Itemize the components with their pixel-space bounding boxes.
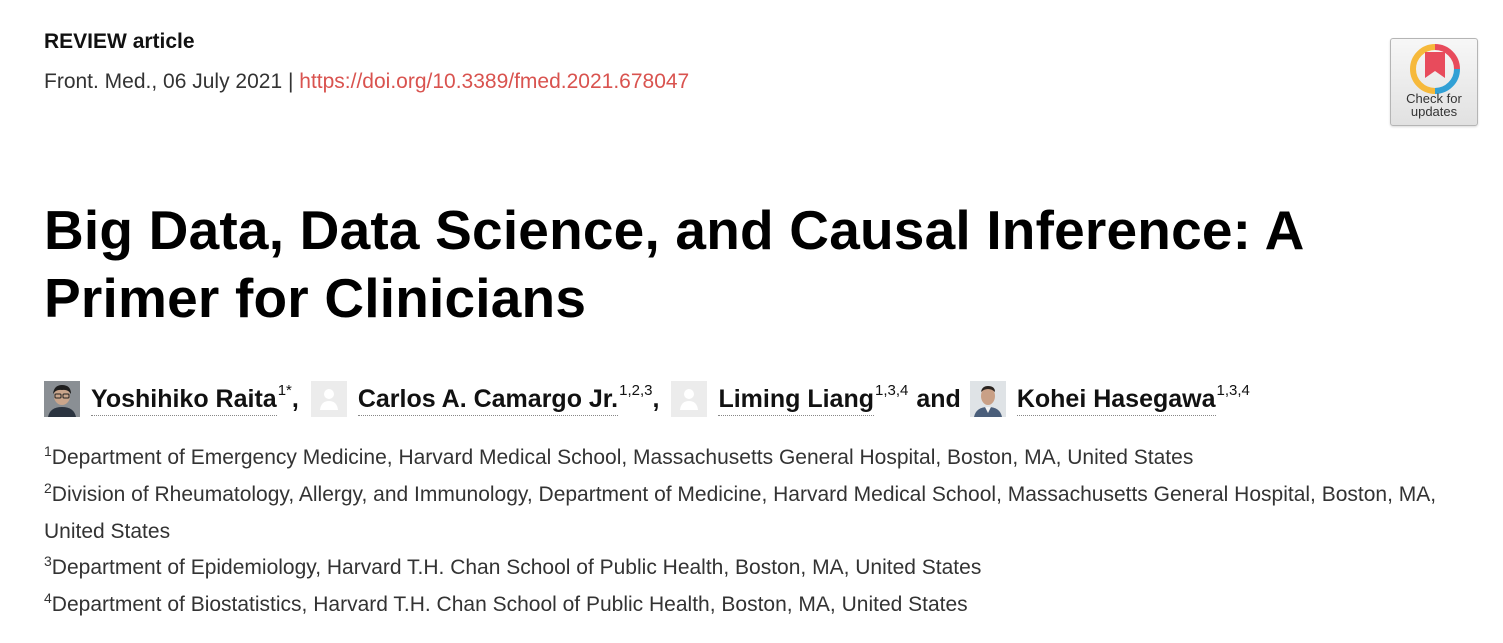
user-placeholder-icon (671, 381, 707, 417)
citation-line (44, 70, 689, 94)
author-name-link[interactable]: Liming Liang (718, 383, 874, 416)
affiliation-number: 2 (44, 480, 52, 496)
citation-prefix: Front. Med., 06 July 2021 | (44, 70, 300, 93)
affiliation-item (44, 477, 1464, 550)
author-photo-placeholder[interactable] (671, 381, 707, 417)
author-affiliation-sup: 1* (277, 381, 292, 399)
author-name-link[interactable]: Carlos A. Camargo Jr. (358, 383, 618, 416)
article-title: Big Data, Data Science, and Causal Inference: A Primer for Clinicians (44, 199, 1303, 329)
affiliation-item (44, 550, 1464, 587)
article-type-bold: REVIEW (44, 30, 127, 53)
author-affiliation-sup: 1,3,4 (1216, 381, 1250, 399)
author-separator: , (291, 384, 299, 413)
author-affiliation-sup: 1,3,4 (874, 381, 909, 399)
user-placeholder-icon (311, 381, 347, 417)
affiliation-list (44, 440, 1464, 624)
author-affiliation-sup: 1,2,3 (619, 381, 653, 399)
author-photo-placeholder[interactable] (311, 381, 347, 417)
check-for-updates-button[interactable] (1390, 38, 1478, 126)
affiliation-number: 1 (44, 443, 52, 459)
author-photo[interactable] (44, 381, 80, 417)
doi-link[interactable]: https://doi.org/10.3389/fmed.2021.678047 (299, 70, 690, 93)
affiliation-item (44, 440, 1464, 477)
author-separator: , (652, 384, 660, 413)
affiliation-text: Department of Epidemiology, Harvard T.H. Chan School of Public Health, Boston, MA, United States (51, 556, 982, 579)
and-conjunction: and (916, 384, 961, 413)
author-name-link[interactable]: Kohei Hasegawa (1017, 383, 1216, 416)
check-updates-label: Check for updates (1406, 91, 1462, 119)
affiliation-item (44, 587, 1464, 624)
affiliation-text: Department of Biostatistics, Harvard T.H. Chan School of Public Health, Boston, MA, United States (51, 593, 968, 616)
author-list (44, 380, 1250, 418)
affiliation-number: 4 (44, 590, 52, 606)
author-photo-icon (44, 381, 80, 417)
article-type-rest: article (132, 30, 195, 53)
affiliation-text: Division of Rheumatology, Allergy, and Immunology, Department of Medicine, Harvard Medical School, Massachusetts General Hospital, Boston, MA, United States (44, 483, 1437, 543)
author-photo[interactable] (970, 381, 1006, 417)
affiliation-text: Department of Emergency Medicine, Harvard Medical School, Massachusetts General Hospital, Boston, MA, United States (51, 446, 1194, 469)
author-photo-icon (970, 381, 1006, 417)
article-type (44, 30, 195, 54)
affiliation-number: 3 (44, 553, 52, 569)
crossmark-icon (1410, 44, 1460, 94)
author-name-link[interactable]: Yoshihiko Raita (91, 383, 277, 416)
